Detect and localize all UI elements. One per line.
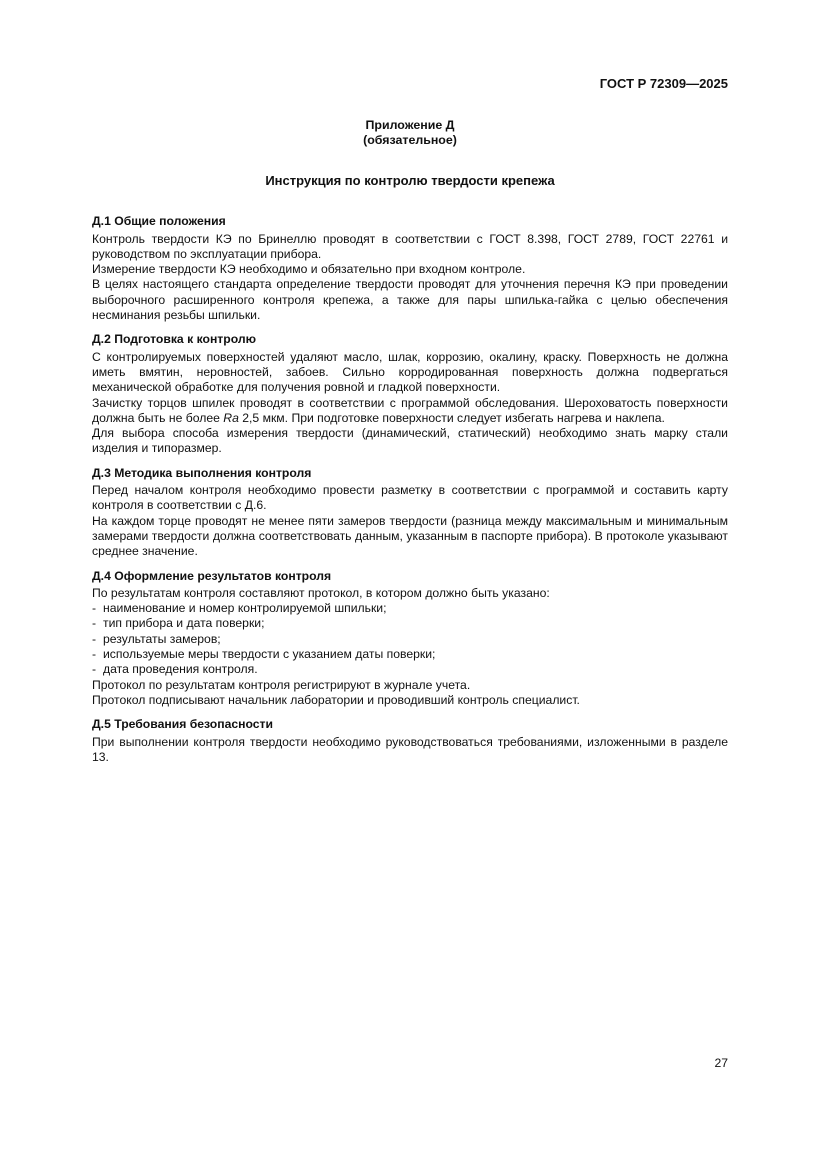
list-marker: - — [92, 662, 97, 677]
paragraph: Измерение твердости КЭ необходимо и обязательно при входном контроле. — [92, 262, 526, 277]
paragraph: На каждом торце проводят не менее пяти замеров твердости (разница между максимальным и минимальным замерами твердости должна соответствовать данным, указанным в паспорте прибора). В протоколе указывают среднее значение. — [92, 513, 728, 559]
section-heading: Д.5 Требования безопасности — [92, 717, 274, 732]
paragraph: С контролируемых поверхностей удаляют масло, шлак, коррозию, окалину, краску. Поверхность не должна иметь вмятин, неровностей, забоев. Сильно корродированная поверхность должна подвергаться механической обработке для получения ровной и гладкой поверхности. — [92, 349, 728, 395]
section-d1 — [92, 214, 728, 323]
paragraph: По результатам контроля составляют протокол, в котором должно быть указано: — [92, 585, 550, 600]
paragraph: Для выбора способа измерения твердости (динамический, статический) необходимо знать марку стали изделия и типоразмер. — [92, 426, 728, 456]
paragraph — [92, 232, 728, 263]
section-d4 — [92, 569, 728, 709]
page-number: 27 — [714, 1056, 728, 1070]
annex-title: Приложение Д — [365, 118, 455, 132]
list-marker: - — [92, 631, 97, 646]
list-item — [92, 662, 728, 677]
section-heading: Д.2 Подготовка к контролю — [92, 332, 257, 347]
annex-main-title: Инструкция по контролю твердости крепежа — [265, 173, 555, 188]
paragraph: При выполнении контроля твердости необходимо руководствоваться требованиями, изложенными в разделе 13. — [92, 734, 728, 764]
paragraph-text: Контроль твердости КЭ по Бринеллю проводят в соответствии с ГОСТ 8.398, ГОСТ 2789, ГОСТ 22761 и руководством по эксплуатации прибора. — [92, 231, 728, 261]
list-item — [92, 632, 728, 647]
list-item — [92, 601, 728, 616]
roughness-symbol: Ra — [223, 410, 239, 425]
list-item-text: используемые меры твердости с указанием даты поверки; — [103, 647, 436, 662]
list-item-text: дата проведения контроля. — [103, 662, 258, 677]
section-d3 — [92, 466, 728, 560]
list-marker: - — [92, 601, 97, 616]
paragraph-text: Зачистку торцов шпилек проводят в соответствии с программой обследования. Шероховатость поверхности должна быть не более — [92, 395, 728, 425]
paragraph: В целях настоящего стандарта определение твердости проводят для уточнения перечня КЭ при проведении выборочного расширенного контроля крепежа, а также для пары шпилька-гайка с целью обеспечения несминания резьбы шпильки. — [92, 277, 728, 323]
list-item — [92, 616, 728, 631]
paragraph: Перед началом контроля необходимо провести разметку в соответствии с программой и составить карту контроля в соответствии с Д.6. — [92, 483, 728, 513]
list-marker: - — [92, 616, 97, 631]
document-code: ГОСТ Р 72309—2025 — [599, 76, 728, 91]
list-marker: - — [92, 647, 97, 662]
protocol-items-list — [92, 601, 728, 677]
paragraph: Протокол по результатам контроля регистрируют в журнале учета. — [92, 677, 471, 692]
paragraph: Протокол подписывают начальник лаборатории и проводивший контроль специалист. — [92, 692, 580, 707]
section-heading: Д.3 Методика выполнения контроля — [92, 465, 312, 480]
section-d5 — [92, 717, 728, 765]
list-item — [92, 647, 728, 662]
section-d2 — [92, 332, 728, 456]
paragraph-text: 2,5 мкм. При подготовке поверхности следует избегать нагрева и наклепа. — [238, 410, 665, 425]
section-heading: Д.4 Оформление результатов контроля — [92, 568, 332, 583]
paragraph — [92, 396, 728, 427]
list-item-text: тип прибора и дата поверки; — [103, 616, 265, 631]
page-content — [92, 118, 728, 774]
list-item-text: наименование и номер контролируемой шпильки; — [103, 601, 387, 616]
list-item-text: результаты замеров; — [103, 631, 221, 646]
section-heading: Д.1 Общие положения — [92, 214, 226, 229]
annex-status: (обязательное) — [363, 133, 457, 147]
